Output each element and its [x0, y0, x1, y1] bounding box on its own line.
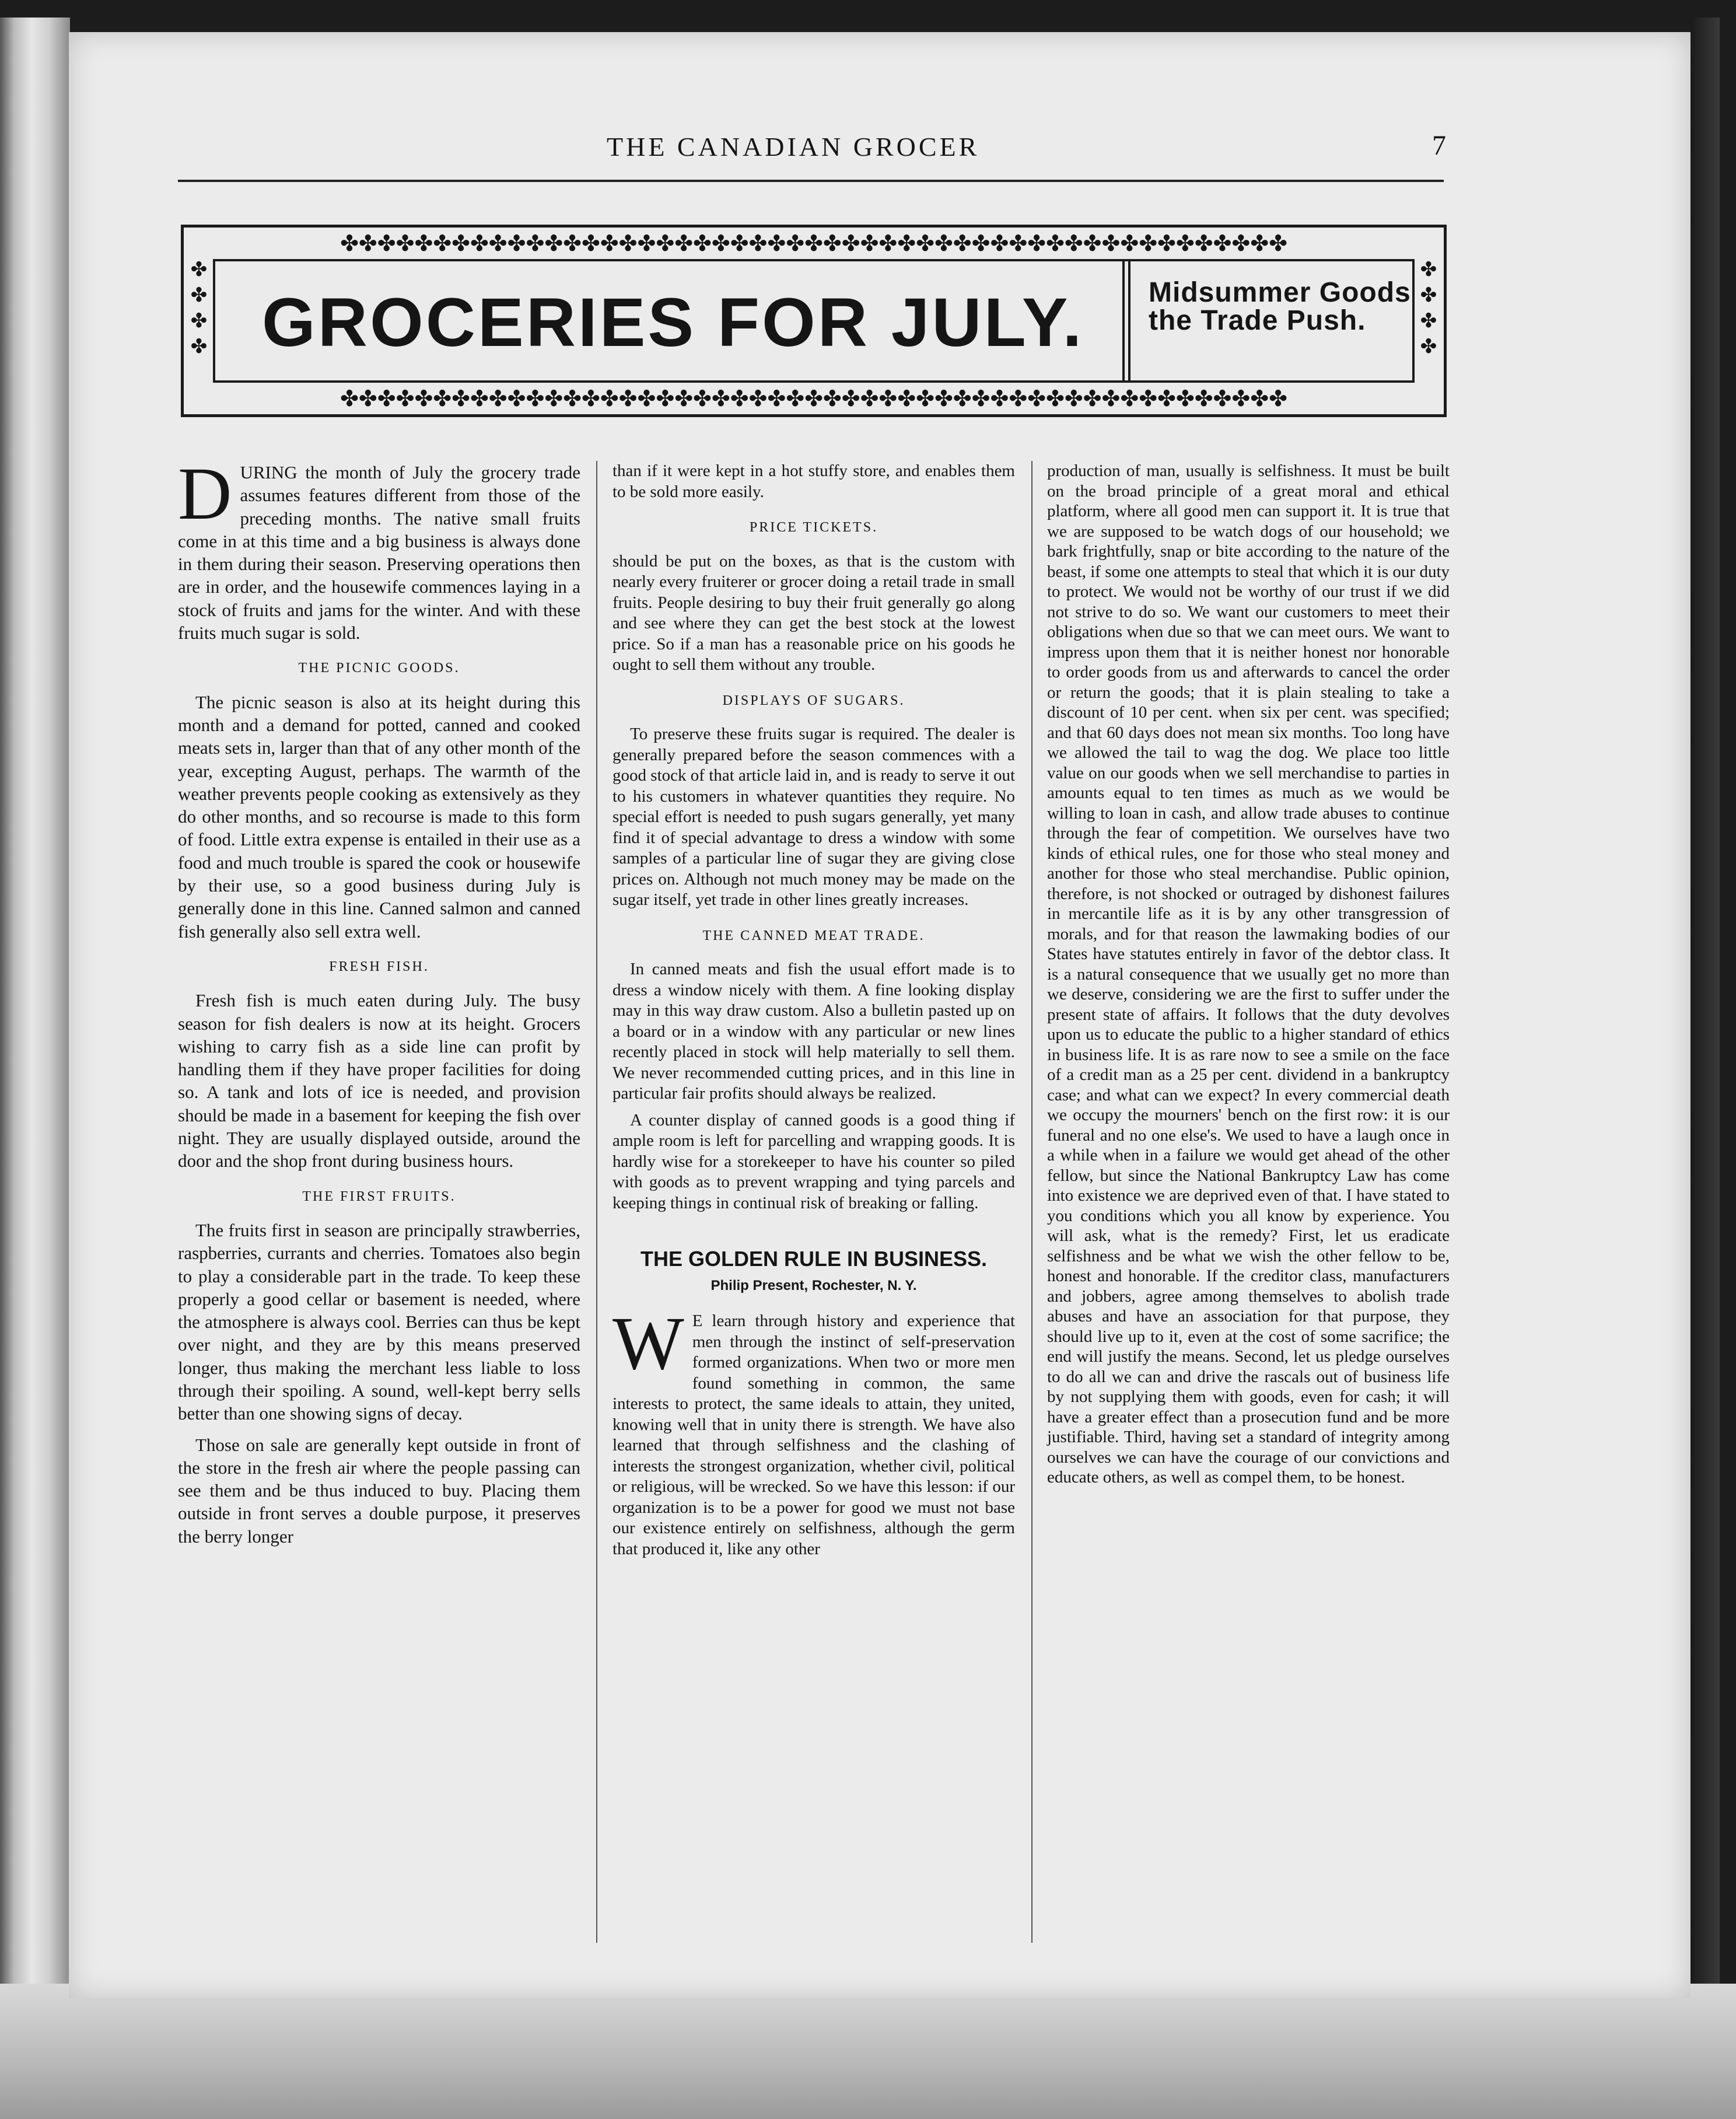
section-heading: FRESH FISH.	[329, 959, 429, 974]
column-1	[178, 452, 580, 1548]
running-header-title: THE CANADIAN GROCER	[607, 132, 980, 162]
page-number: 7	[1432, 130, 1446, 161]
column-3	[1047, 461, 1450, 1488]
ornament-border-top: ✤✤✤✤✤✤✤✤✤✤✤✤✤✤✤✤✤✤✤✤✤✤✤✤✤✤✤✤✤✤✤✤✤✤✤✤✤✤✤✤✤✤✤✤✤✤✤✤✤✤✤	[340, 230, 1287, 256]
banner-frame	[213, 259, 1415, 383]
scan-right-edge	[1690, 18, 1720, 1984]
paragraph: than if it were kept in a hot stuffy store, and enables them to be sold more easily.	[612, 461, 1015, 501]
header-rule	[178, 180, 1444, 182]
column-rule	[596, 461, 597, 1943]
section-heading: THE PICNIC GOODS.	[298, 660, 460, 676]
banner	[181, 225, 1447, 417]
section-heading: DISPLAYS OF SUGARS.	[722, 693, 905, 708]
scan-bottom-margin	[0, 1984, 1736, 2119]
column-2	[612, 461, 1015, 1559]
paragraph: production of man, usually is selfishness. It must be built on the broad principle of a great moral and ethical platform, where all good men can support it. It is true that we are supposed to be watch dogs of our household; we bark frightfully, snap or bite according to the nature of the beast, if some one attempts to steal that which it is our duty to protect. We would not be worthy of our trust if we did not strive to do so. We want our customers to meet their obligations when due so that we can meet ours. We want to impress upon them that it is neither honest nor honorable to order goods from us and afterwards to cancel the order or return the goods; that it is plain stealing to take a discount of 10 per cent. when six per cent. was specified; and that 60 days does not mean six months. Too long have we allowed the tail to wag the dog. We place too little value on our goods when we sell merchandise to parties in amounts equal to ten times as much as we would be willing to loan in cash, and allow trade abuses to continue through the fear of competition. We ourselves have two kinds of ethical rules, one for those who steal money and another for those who steal merchandise. Public opinion, therefore, is not shocked or outraged by dishonest failures in mercantile life as it is by any other transgression of morals, and for that reason the lawmaking bodies of our States have statutes entirely in favor of the debtor class. It is a natural consequence that we usually get no more than we deserve, considering we are the first to suffer under the present state of affairs. It follows that the duty devolves upon us to educate the public to a higher standard of ethics in business life. It is as rare now to see a smile on the face of a credit man as a 25 per cent. dividend in a bankruptcy case; and what can we expect? In every commercial death we occupy the mourners' bench on the first row: it is our funeral and no one else's. We used to have a laugh once in a while when in a failure we would get ahead of the other fellow, but since the National Bankruptcy Law has come into existence we are deprived even of that. I have stated to you conditions which you all know by experience. You will ask, what is the remedy? First, let us eradicate selfishness and be what we wish the other fellow to be, honest and honorable. If the creditor class, manufacturers and jobbers, agree among themselves to abolish trade abuses and have an association for that purpose, they should live up to it, even at the cost of some sacrifice; the end will justify the means. Second, let us pledge ourselves to do all we can and drive the rascals out of business life by not supplying them with goods, even for cash; it will have a greater effect than a prosecution fund and be more justifiable. Third, having set a standard of integrity among ourselves we can have the courage of our convictions and educate others, as well as compel them, to be honest.	[1047, 461, 1450, 1487]
article-byline: Philip Present, Rochester, N. Y.	[710, 1277, 917, 1293]
intro-paragraph	[178, 452, 580, 644]
paragraph: The picnic season is also at its height during this month and a demand for potted, canned and cooked meats sets in, larger than that of any other month of the year, excepting August, perhaps. The warmth of the weather prevents people cooking as extensively as they do other months, and so recourse is made to this form of food. Little extra expense is entailed in their use as a food and much trouble is spared the cook or housewife by their use, so a good business during July is generally done in this line. Canned salmon and canned fish generally also sell extra well.	[178, 691, 580, 942]
banner-divider	[1122, 261, 1130, 380]
paragraph: A counter display of canned goods is a good thing if ample room is left for parcelling and wrapping goods. It is hardly wise for a storekeeper to have his counter so piled with goods as to prevent wrapping and tying parcels and keeping things in continual risk of breaking or falling.	[612, 1110, 1015, 1212]
drop-cap: D	[178, 452, 232, 535]
section-heading: THE CANNED MEAT TRADE.	[702, 928, 925, 943]
column-rule	[1031, 461, 1032, 1943]
intro-text: URING the month of July the grocery trade assumes features different from those of the preceding months. The native small fruits come in at this time and a big business is always done in them during their season. Preserving operations then are in order, and the housewife commences laying in a stock of fruits and jams for the winter. And with these fruits much sugar is sold.	[178, 462, 580, 644]
paragraph: In canned meats and fish the usual effort made is to dress a window nicely with them. A fine looking display may in this way draw custom. Also a bulletin pasted up on a board or in a window with any particular or new lines recently placed in stock will help materially to sell them. We never recommended cutting prices, and in this line in particular fair profits should always be realized.	[612, 960, 1015, 1103]
paragraph: To preserve these fruits sugar is required. The dealer is generally prepared before the season commences with a good stock of that article laid in, and is ready to serve it out to his customers in whatever quantities they require. No special effort is needed to push sugars generally, yet many find it of special advantage to dress a window with some samples of a particular line of sugar they are giving close prices on. Although not much money may be made on the sugar itself, yet trade in other lines greatly increases.	[612, 725, 1015, 909]
ornament-border-right: ✤ ✤ ✤ ✤	[1420, 258, 1437, 358]
paragraph: should be put on the boxes, as that is the custom with nearly every fruiterer or grocer doing a retail trade in small fruits. People desiring to buy their fruit generally go along and see where they can get the best stock at the lowest price. So if a man has a reasonable price on his goods he ought to sell them without any trouble.	[612, 551, 1015, 674]
paragraph: Those on sale are generally kept outside in front of the store in the fresh air where the people passing can see them and be thus induced to buy. Placing them outside in front serves a double purpose, it preserves the berry longer	[178, 1434, 580, 1547]
section-heading: THE FIRST FRUITS.	[302, 1188, 456, 1204]
article-paragraph	[612, 1302, 1015, 1559]
paragraph: Fresh fish is much eaten during July. The busy season for fish dealers is now at its height. Grocers wishing to carry fish as a side line can profit by handling them if they have proper facilities for doing so. A tank and lots of ice is needed, and provision should be made in a basement for keeping the fish over night. They are usually displayed outside, around the door and the shop front during business hours.	[178, 990, 580, 1172]
scan-left-margin	[0, 18, 70, 2071]
banner-headline: GROCERIES FOR JULY.	[262, 284, 1084, 361]
ornament-border-bottom: ✤✤✤✤✤✤✤✤✤✤✤✤✤✤✤✤✤✤✤✤✤✤✤✤✤✤✤✤✤✤✤✤✤✤✤✤✤✤✤✤✤✤✤✤✤✤✤✤✤✤✤	[340, 386, 1287, 411]
ornament-border-left: ✤ ✤ ✤ ✤	[190, 258, 208, 358]
drop-cap: W	[612, 1302, 684, 1386]
article-title: THE GOLDEN RULE IN BUSINESS.	[640, 1247, 988, 1271]
banner-subhead: Midsummer Goods the Trade Push.	[1149, 277, 1411, 336]
article-text: E learn through history and experience that men through the instinct of self-preservation formed organizations. When two or more men found something in common, the same interests to protect, the same ideals to attain, they united, knowing well that in unity there is strength. We have also learned that through selfishness and the clashing of interests the strongest organization, whether civil, political or religious, will be wrecked. So we have this lesson: if our organization is to be a power for good we must not base our existence entirely on selfishness, although the germ that produced it, like any other	[612, 1312, 1015, 1558]
paragraph: The fruits first in season are principally strawberries, raspberries, currants and cherries. Tomatoes also begin to play a considerable part in the trade. To keep these properly a good cellar or basement is needed, where the atmosphere is always cool. Berries can thus be kept over night, and they are by this means preserved longer, thus making the merchant less liable to loss through their spoiling. A sound, well-kept berry sells better than one showing signs of decay.	[178, 1219, 580, 1424]
section-heading: PRICE TICKETS.	[749, 520, 878, 535]
